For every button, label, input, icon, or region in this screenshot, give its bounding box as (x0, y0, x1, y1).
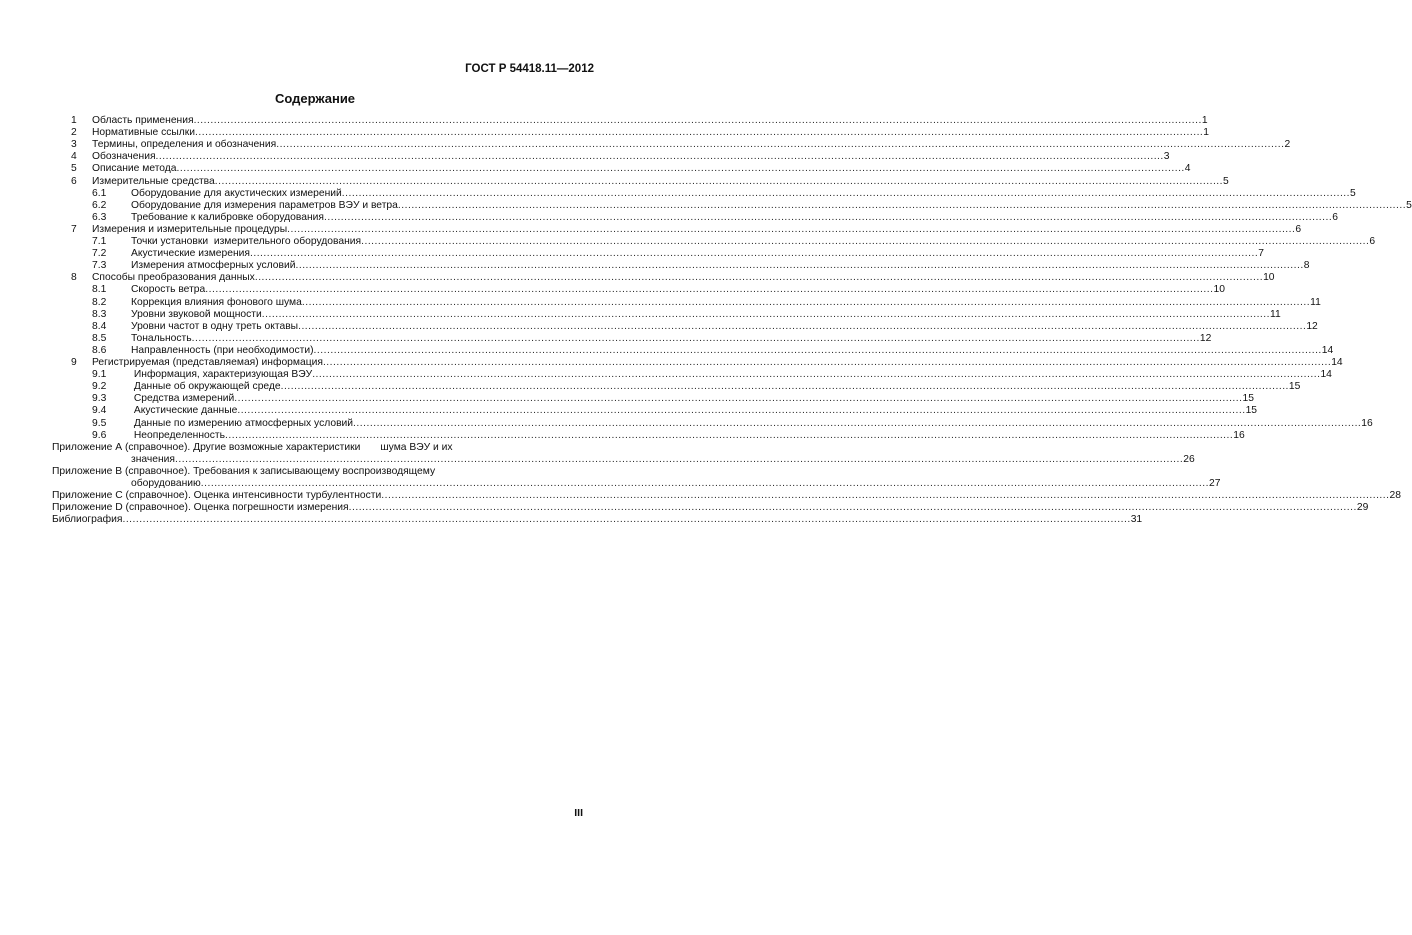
toc-dot-leader: ............................................................................................................................................................................................................................................................................................................ (237, 405, 1246, 417)
toc-entry (0, 114, 1208, 127)
toc-entry-title: Измерения и измерительные процедуры (92, 223, 288, 235)
toc-entry-title: Данные об окружающей среде (131, 381, 281, 393)
toc-dot-leader: ............................................................................................................................................................................................................................................................................................................ (205, 284, 1214, 296)
toc-dot-leader: ............................................................................................................................................................................................................................................................................................................ (195, 127, 1204, 139)
toc-entry (0, 162, 1191, 175)
toc-entry-number: 2 (71, 127, 77, 139)
toc-entry-page: 11 (1310, 296, 1321, 308)
toc-entry-page: 6 (1295, 223, 1302, 235)
toc-dot-leader: ............................................................................................................................................................................................................................................................................................................ (254, 272, 1264, 284)
toc-entry-number: 9.5 (92, 417, 107, 429)
toc-entry-number: 6 (71, 175, 77, 187)
toc-entry-page: 5 (1223, 175, 1229, 187)
toc-entry (0, 247, 1264, 260)
toc-entry-title: Термины, определения и обозначения (92, 139, 277, 151)
toc-entry-number: 8.6 (92, 344, 107, 356)
toc-entry-number: 9.1 (92, 369, 107, 381)
toc-entry-number: 8.3 (92, 308, 107, 320)
toc-entry-title: Приложение А (справочное). Другие возможные характеристики шума ВЭУ и их (52, 441, 453, 453)
toc-entry (0, 429, 1245, 442)
toc-dot-leader: ............................................................................................................................................................................................................................................................................................................ (322, 357, 1332, 368)
toc-entry-number: 7 (71, 223, 77, 235)
toc-entry (0, 199, 1412, 212)
toc-entry-title: Коррекция влияния фонового шума (131, 296, 302, 308)
toc-entry-page: 12 (1199, 332, 1212, 344)
toc-entry-page: 26 (1183, 453, 1195, 465)
toc-entry (0, 223, 1302, 236)
toc-entry (0, 489, 1401, 502)
toc-entry-number: 9.3 (92, 393, 107, 405)
toc-entry-title: Тональность (131, 332, 192, 344)
toc-entry-number: 4 (71, 151, 77, 163)
toc-entry-page: 14 (1321, 344, 1334, 356)
toc-entry (0, 271, 1275, 284)
toc-entry-number: 8.1 (92, 284, 107, 296)
toc-entry-title: Способы преобразования данных (92, 272, 255, 284)
toc-entry-page: 8 (1303, 260, 1310, 272)
toc-entry-title: Информация, характеризующая ВЭУ (131, 369, 313, 381)
toc-entry-page: 5 (1406, 199, 1412, 211)
toc-entry-number: 6.3 (92, 211, 107, 223)
page-title: Содержание (274, 91, 356, 106)
toc-entry-title: Измерительные средства (92, 175, 215, 187)
toc-dot-leader: ............................................................................................................................................................................................................................................................................................................ (261, 308, 1271, 320)
toc-dot-leader: ............................................................................................................................................................................................................................................................................................................ (341, 187, 1351, 199)
toc-entry-number: 9.2 (92, 381, 107, 393)
toc-dot-leader: ............................................................................................................................................................................................................................................................................................................ (191, 332, 1200, 344)
toc-entry-number: 1 (71, 115, 77, 126)
toc-entry (0, 344, 1334, 357)
toc-entry-page: 15 (1245, 405, 1258, 417)
toc-entry-number: 7.2 (92, 248, 107, 260)
toc-entry-page: 6 (1332, 211, 1338, 223)
toc-entry-title: Приложение D (справочное). Оценка погрешности измерения (52, 502, 349, 514)
toc-entry-title: Оборудование для измерения параметров ВЭУ и ветра (131, 199, 398, 211)
toc-entry (0, 283, 1225, 296)
toc-entry (0, 126, 1210, 139)
toc-entry-title: Нормативные ссылки (92, 127, 196, 139)
toc-dot-leader: ............................................................................................................................................................................................................................................................................................................ (155, 151, 1164, 163)
toc-dot-leader: ............................................................................................................................................................................................................................................................................................................ (381, 490, 1390, 502)
toc-entry (0, 150, 1170, 163)
toc-entry-page: 1 (1203, 127, 1210, 139)
toc-entry-title: Описание метода (92, 163, 177, 175)
toc-entry (0, 392, 1254, 405)
toc-entry-title: Уровни частот в одну треть октавы (131, 320, 299, 332)
toc-entry-page: 16 (1233, 429, 1245, 441)
toc-entry (0, 453, 1195, 466)
toc-entry-page: 27 (1209, 478, 1221, 489)
toc-dot-leader: ............................................................................................................................................................................................................................................................................................................ (122, 514, 1131, 526)
toc-entry-title: Оборудование для акустических измерений (131, 187, 342, 199)
toc-entry-page: 15 (1242, 393, 1254, 405)
toc-entry-page: 11 (1270, 308, 1281, 320)
toc-entry-title: Средства измерений (131, 393, 235, 405)
toc-entry-title: Акустические измерения (131, 248, 250, 260)
toc-dot-leader: ............................................................................................................................................................................................................................................................................................................ (280, 381, 1289, 393)
toc-entry-title: Требование к калибровке оборудования (131, 211, 324, 223)
toc-dot-leader: ............................................................................................................................................................................................................................................................................................................ (348, 502, 1357, 514)
toc-entry-page: 2 (1284, 139, 1291, 151)
toc-entry-number: 8 (71, 272, 77, 284)
toc-entry (0, 465, 661, 478)
toc-entry-title: Акустические данные (131, 405, 238, 417)
toc-entry-number: 6.1 (92, 187, 107, 199)
toc-dot-leader: ............................................................................................................................................................................................................................................................................................................ (193, 115, 1202, 126)
toc-entry-number: 9.4 (92, 405, 107, 417)
toc-entry-page: 6 (1369, 236, 1376, 247)
toc-entry-number: 7.3 (92, 260, 107, 272)
toc-entry (0, 211, 1338, 224)
toc-entry (0, 368, 1332, 381)
toc-entry-number: 3 (71, 139, 77, 151)
toc-entry-number: 8.4 (92, 320, 107, 332)
toc-entry-number: 6.2 (92, 199, 107, 211)
toc-entry-title: Измерения атмосферных условий (131, 260, 296, 272)
toc-dot-leader: ............................................................................................................................................................................................................................................................................................................ (295, 260, 1304, 272)
toc-entry-title: оборудованию (131, 478, 201, 489)
toc-entry-title: Точки установки измерительного оборудования (131, 236, 362, 247)
toc-dot-leader: ............................................................................................................................................................................................................................................................................................................ (298, 320, 1307, 332)
toc-dot-leader: ............................................................................................................................................................................................................................................................................................................ (397, 199, 1407, 211)
toc-entry-title: Скорость ветра (131, 284, 206, 296)
toc-dot-leader: ............................................................................................................................................................................................................................................................................................................ (214, 175, 1224, 187)
toc-entry-title: Данные по измерению атмосферных условий (131, 417, 354, 429)
toc-entry-page: 16 (1361, 417, 1373, 429)
toc-dot-leader: ............................................................................................................................................................................................................................................................................................................ (200, 478, 1209, 489)
toc-entry-title: Приложение В (справочное). Требования к записывающему воспроизводящему (52, 465, 436, 477)
toc-entry-page: 15 (1288, 381, 1301, 393)
toc-entry-number: 5 (71, 163, 77, 175)
toc-entry-page: 12 (1306, 320, 1318, 332)
toc-entry (0, 320, 1318, 333)
toc-entry (0, 332, 1212, 345)
toc-dot-leader: ............................................................................................................................................................................................................................................................................................................ (276, 139, 1285, 151)
toc-entry-title: Обозначения (92, 151, 156, 163)
toc-entry-page: 1 (1201, 115, 1208, 126)
standard-header: ГОСТ Р 54418.11—2012 (465, 63, 594, 75)
toc-entry-number: 7.1 (92, 236, 107, 247)
page-number: III (574, 807, 583, 819)
toc-entry (0, 259, 1310, 272)
toc-dot-leader: ............................................................................................................................................................................................................................................................................................................ (301, 296, 1311, 308)
toc-entry-title: Уровни звуковой мощности (131, 308, 262, 320)
toc-dot-leader: ............................................................................................................................................................................................................................................................................................................ (176, 163, 1185, 175)
toc-entry (0, 513, 1143, 526)
toc-dot-leader: ............................................................................................................................................................................................................................................................................................................ (175, 453, 1184, 465)
toc-entry (0, 501, 1369, 514)
toc-dot-leader: ............................................................................................................................................................................................................................................................................................................ (312, 369, 1321, 381)
toc-dot-leader: ............................................................................................................................................................................................................................................................................................................ (287, 223, 1296, 235)
toc-entry (0, 477, 1221, 490)
toc-entry-page: 28 (1389, 490, 1401, 502)
toc-entry-page: 14 (1320, 369, 1332, 381)
toc-entry (0, 356, 1343, 369)
toc-entry (0, 417, 1373, 430)
toc-entry (0, 296, 1321, 309)
toc-entry-number: 9.6 (92, 429, 107, 441)
toc-entry (0, 187, 1356, 200)
toc-entry-title: Приложение С (справочное). Оценка интенсивности турбулентности (52, 490, 382, 502)
toc-dot-leader: ............................................................................................................................................................................................................................................................................................................ (313, 344, 1322, 356)
toc-entry-page: 7 (1258, 248, 1264, 260)
toc-entry-page: 5 (1350, 187, 1356, 199)
toc-entry-page: 10 (1213, 284, 1225, 296)
toc-entry-page: 14 (1331, 357, 1343, 368)
toc-dot-leader: ............................................................................................................................................................................................................................................................................................................ (361, 236, 1370, 247)
toc-entry (0, 175, 1229, 188)
toc-dot-leader: ............................................................................................................................................................................................................................................................................................................ (234, 393, 1243, 405)
toc-dot-leader: ............................................................................................................................................................................................................................................................................................................ (225, 429, 1234, 441)
toc-entry-page: 29 (1356, 502, 1369, 514)
toc-entry (0, 308, 1281, 321)
toc-dot-leader: ............................................................................................................................................................................................................................................................................................................ (324, 211, 1333, 223)
toc-entry (0, 380, 1301, 393)
toc-entry-title: Область применения (92, 115, 194, 126)
toc-entry (0, 404, 1258, 417)
toc-entry (0, 441, 661, 454)
toc-entry (0, 235, 1376, 248)
toc-entry-number: 9 (71, 357, 77, 368)
toc-dot-leader: ............................................................................................................................................................................................................................................................................................................ (249, 248, 1259, 260)
toc-entry (0, 138, 1291, 151)
toc-dot-leader: ............................................................................................................................................................................................................................................................................................................ (353, 417, 1362, 429)
toc-entry-page: 10 (1263, 272, 1275, 284)
toc-entry-page: 4 (1184, 163, 1191, 175)
toc-entry-title: Библиография (52, 514, 123, 526)
toc-entry-title: значения (131, 453, 176, 465)
toc-entry-title: Неопределенность (131, 429, 226, 441)
toc-entry-number: 8.5 (92, 332, 107, 344)
toc-entry-page: 3 (1163, 151, 1170, 163)
toc-entry-title: Направленность (при необходимости) (131, 344, 314, 356)
toc-entry-number: 8.2 (92, 296, 107, 308)
toc-entry-page: 31 (1130, 514, 1143, 526)
toc-entry-title: Регистрируемая (представляемая) информация (92, 357, 323, 368)
